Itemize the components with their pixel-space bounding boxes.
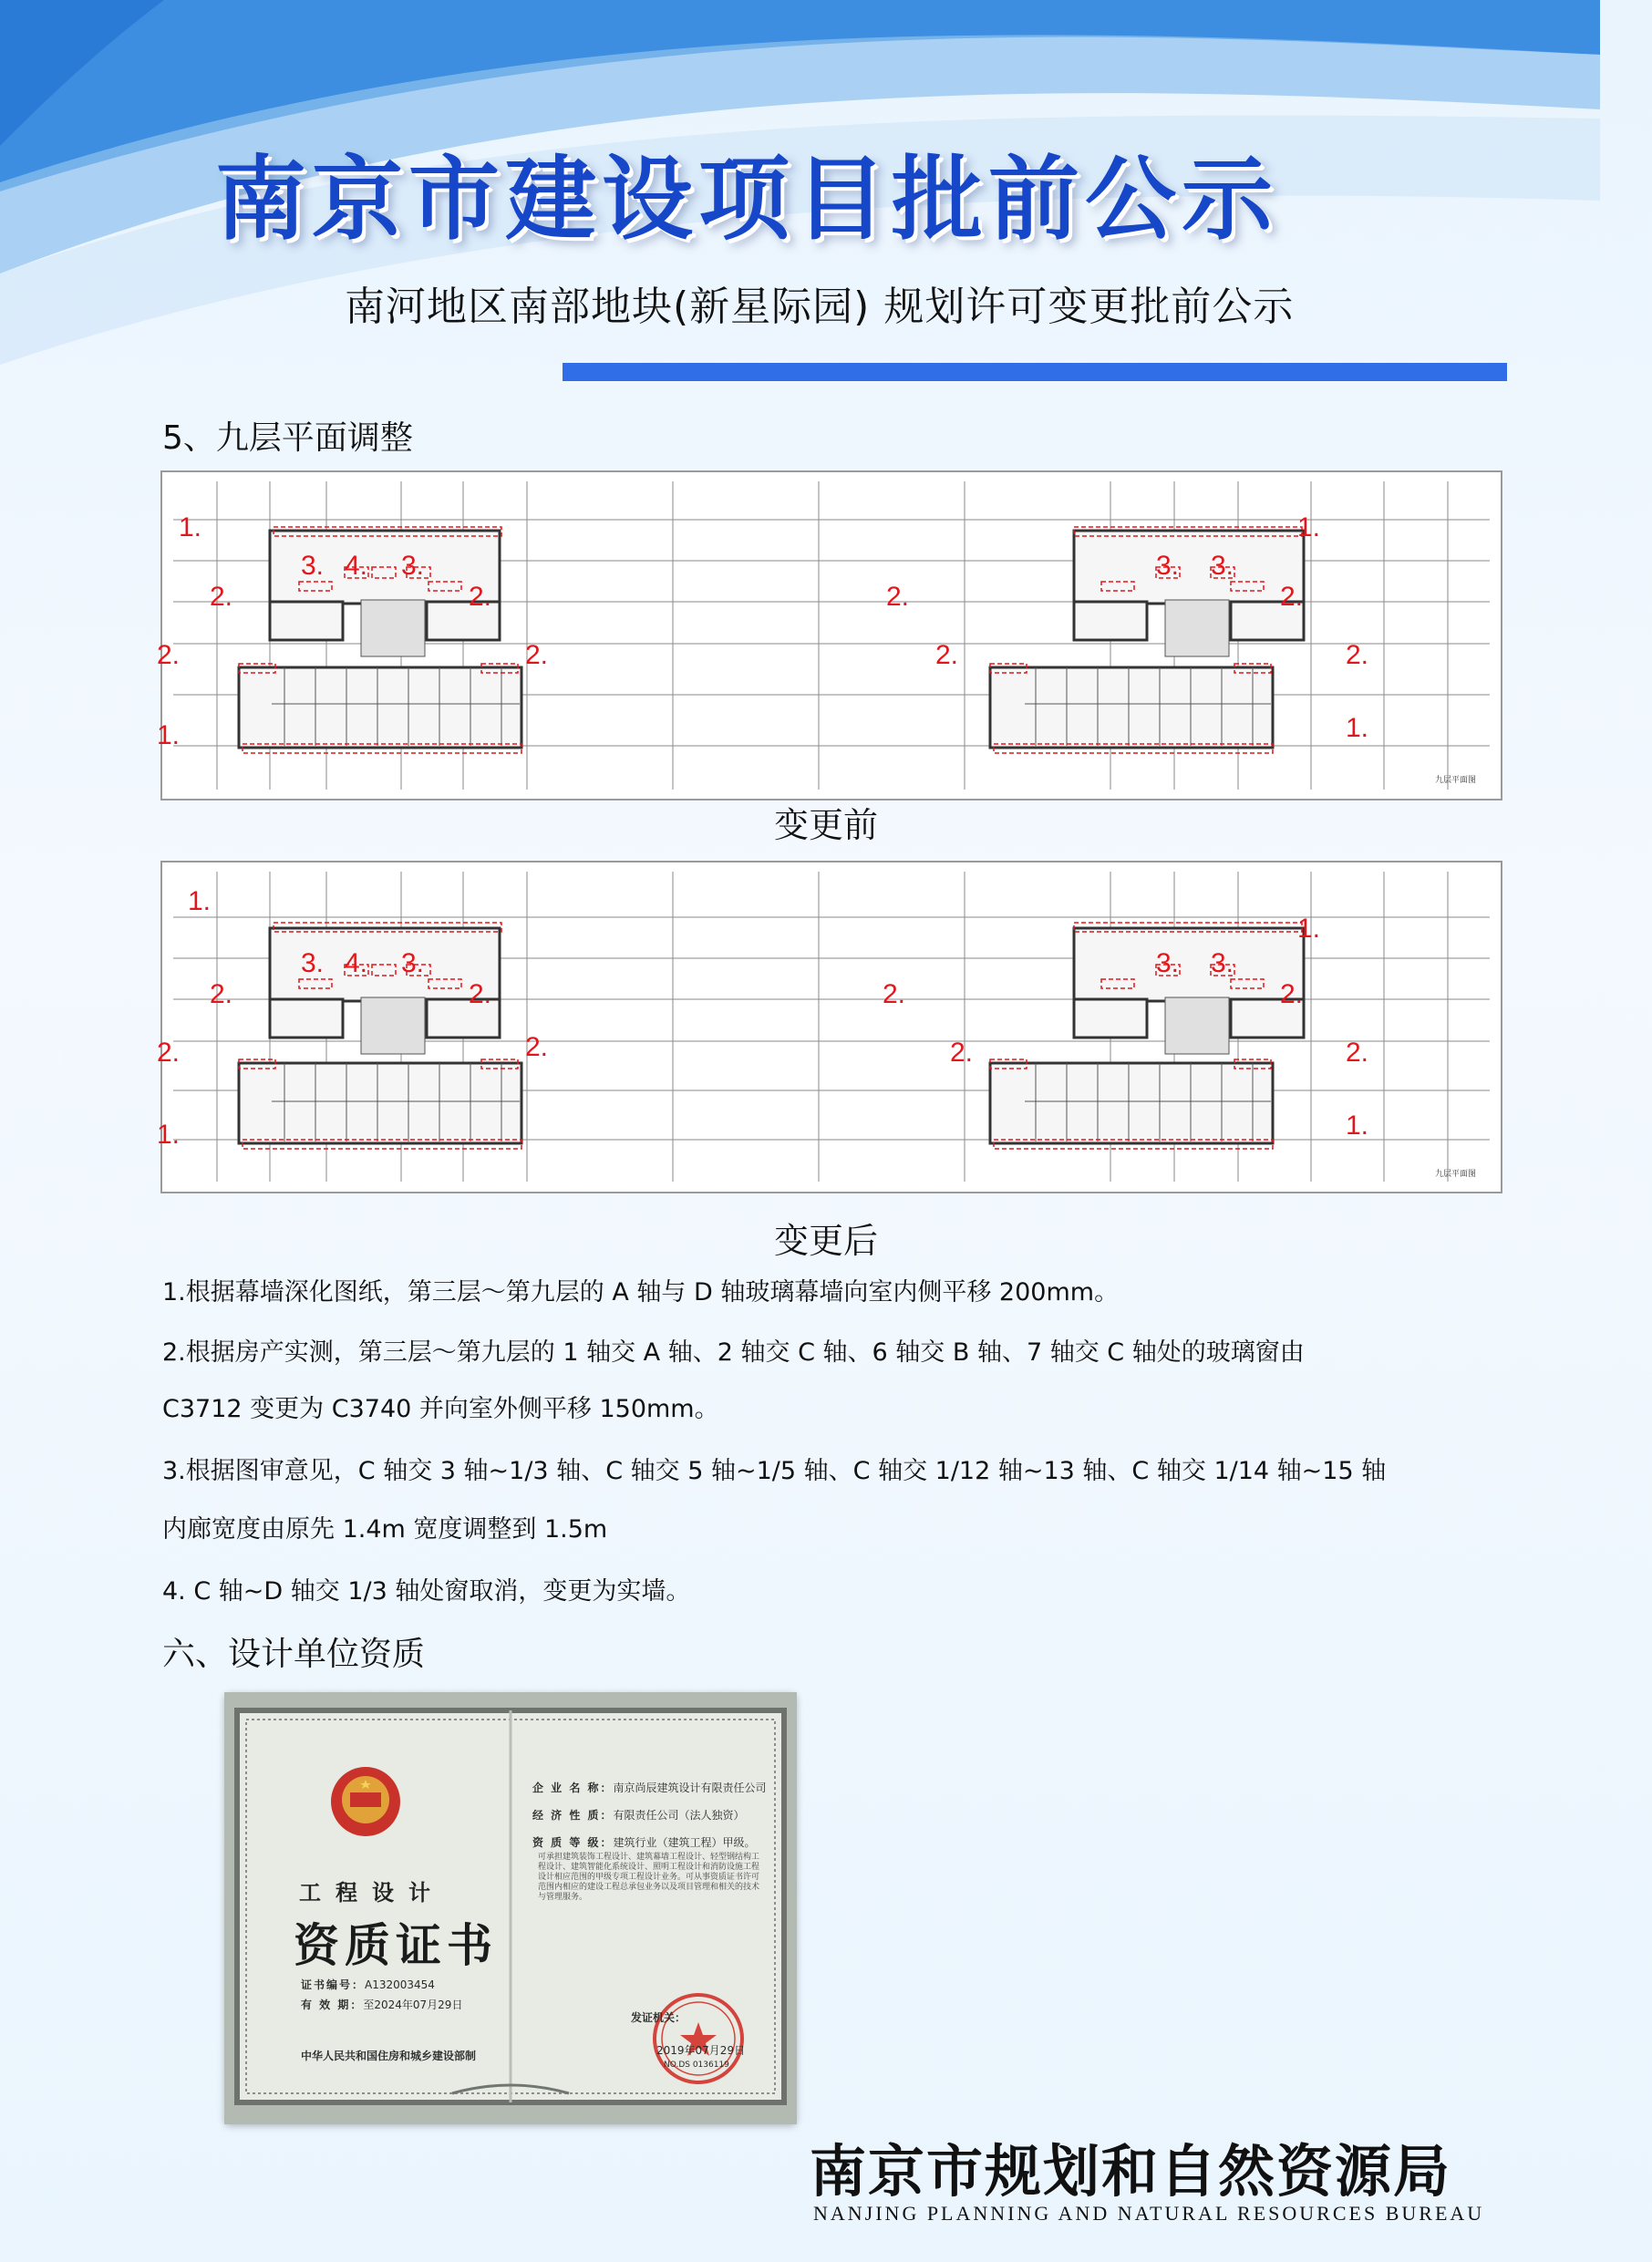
marker-after: 1. [1297, 914, 1321, 944]
marker-after: 2. [1346, 1038, 1369, 1068]
marker-before: 3. [1156, 551, 1180, 581]
marker-before: 1. [179, 512, 202, 542]
floor-plan-before [157, 470, 1502, 800]
marker-after: 3. [401, 948, 425, 978]
marker-after: 2. [469, 979, 492, 1009]
marker-after: 2. [950, 1038, 974, 1068]
footer-org-en: NANJING PLANNING AND NATURAL RESOURCES BUREAU [813, 2202, 1485, 2225]
cert-title-big: 资质证书 [294, 1918, 498, 1972]
cert-grade: 资 质 等 级：建筑行业（建筑工程）甲级。 [532, 1836, 756, 1849]
marker-after: 2. [525, 1032, 549, 1062]
marker-before: 2. [525, 640, 549, 670]
note-line-2: 2.根据房产实测，第三层～第九层的 1 轴交 A 轴、2 轴交 C 轴、6 轴交 B 轴、7 轴交 C 轴处的玻璃窗由 [162, 1338, 1305, 1367]
cert-issuing-org: 发证机关： [631, 2011, 687, 2024]
marker-after: 1. [1346, 1110, 1369, 1141]
page-subtitle: 南河地区南部地块(新星际园) 规划许可变更批前公示 [345, 284, 1295, 330]
before-caption: 变更前 [773, 805, 878, 845]
qualification-certificate [224, 1692, 797, 2124]
marker-after: 3. [1156, 948, 1180, 978]
after-caption: 变更后 [773, 1221, 878, 1261]
national-emblem-icon [331, 1767, 400, 1836]
section-5-heading: 5、九层平面调整 [162, 419, 413, 457]
cert-title-small: 工程设计 [299, 1880, 445, 1906]
cert-company: 企 业 名 称：南京尚辰建筑设计有限责任公司 [532, 1782, 767, 1794]
section-6-heading: 六、设计单位资质 [162, 1636, 426, 1673]
marker-before: 3. [301, 551, 325, 581]
floor-plan-after-drawing [157, 862, 1501, 1192]
footer-org-cn: 南京市规划和自然资源局 [810, 2138, 1452, 2205]
marker-after: 3. [1211, 948, 1234, 978]
cert-scope: 可承担建筑装饰工程设计、建筑幕墙工程设计、轻型钢结构工程设计、建筑智能化系统设计、照明工程设计和消防设施工程设计相应范围的甲级专项工程设计业务。可从事资质证书许可范围内相应的建设工程总承包业务以及项目管理和相关的技术与管理服务。 [538, 1853, 760, 1902]
marker-after: 1. [188, 886, 212, 916]
cert-issuer: 中华人民共和国住房和城乡建设部制 [301, 2050, 477, 2062]
note-line-5: 内廊宽度由原先 1.4m 宽度调整到 1.5m [162, 1515, 608, 1544]
cert-serial: NO.DS 0136119 [664, 2061, 729, 2070]
note-line-1: 1.根据幕墙深化图纸，第三层～第九层的 A 轴与 D 轴玻璃幕墙向室内侧平移 200mm。 [162, 1278, 1120, 1307]
page-title: 南京市建设项目批前公示 [215, 145, 1278, 253]
marker-after: 4. [345, 948, 368, 978]
cert-nature: 经 济 性 质：有限责任公司（法人独资） [532, 1809, 745, 1822]
cert-date: 2019年07月29日 [656, 2044, 746, 2057]
marker-after: 1. [157, 1120, 181, 1150]
marker-before: 1. [1346, 713, 1369, 743]
marker-after: 2. [1280, 979, 1304, 1009]
plan-label: 九层平面图 [1435, 1170, 1477, 1179]
marker-before: 2. [157, 640, 181, 670]
cert-number: 证书编号：A132003454 [301, 1978, 435, 1991]
title-underline-bar [563, 363, 1507, 381]
marker-before: 2. [1280, 582, 1304, 612]
marker-before: 4. [345, 551, 368, 581]
marker-before: 3. [401, 551, 425, 581]
marker-before: 3. [1211, 551, 1234, 581]
floor-plan-after [157, 861, 1502, 1193]
marker-after: 3. [301, 948, 325, 978]
marker-before: 2. [935, 640, 959, 670]
marker-after: 2. [883, 979, 906, 1009]
marker-before: 2. [1346, 640, 1369, 670]
marker-before: 2. [886, 582, 910, 612]
floor-plan-before-drawing [157, 472, 1501, 799]
marker-before: 2. [469, 582, 492, 612]
marker-after: 2. [157, 1038, 181, 1068]
marker-before: 1. [1297, 512, 1321, 542]
note-line-3: C3712 变更为 C3740 并向室外侧平移 150mm。 [162, 1395, 719, 1423]
plan-label: 九层平面图 [1435, 776, 1477, 785]
note-line-6: 4. C 轴~D 轴交 1/3 轴处窗取消，变更为实墙。 [162, 1577, 691, 1606]
cert-validity: 有 效 期：至2024年07月29日 [301, 1999, 463, 2011]
note-line-4: 3.根据图审意见，C 轴交 3 轴~1/3 轴、C 轴交 5 轴~1/5 轴、C 轴交 1/12 轴~13 轴、C 轴交 1/14 轴~15 轴 [162, 1457, 1387, 1485]
marker-before: 2. [210, 582, 233, 612]
marker-after: 2. [210, 979, 233, 1009]
marker-before: 1. [157, 720, 181, 750]
